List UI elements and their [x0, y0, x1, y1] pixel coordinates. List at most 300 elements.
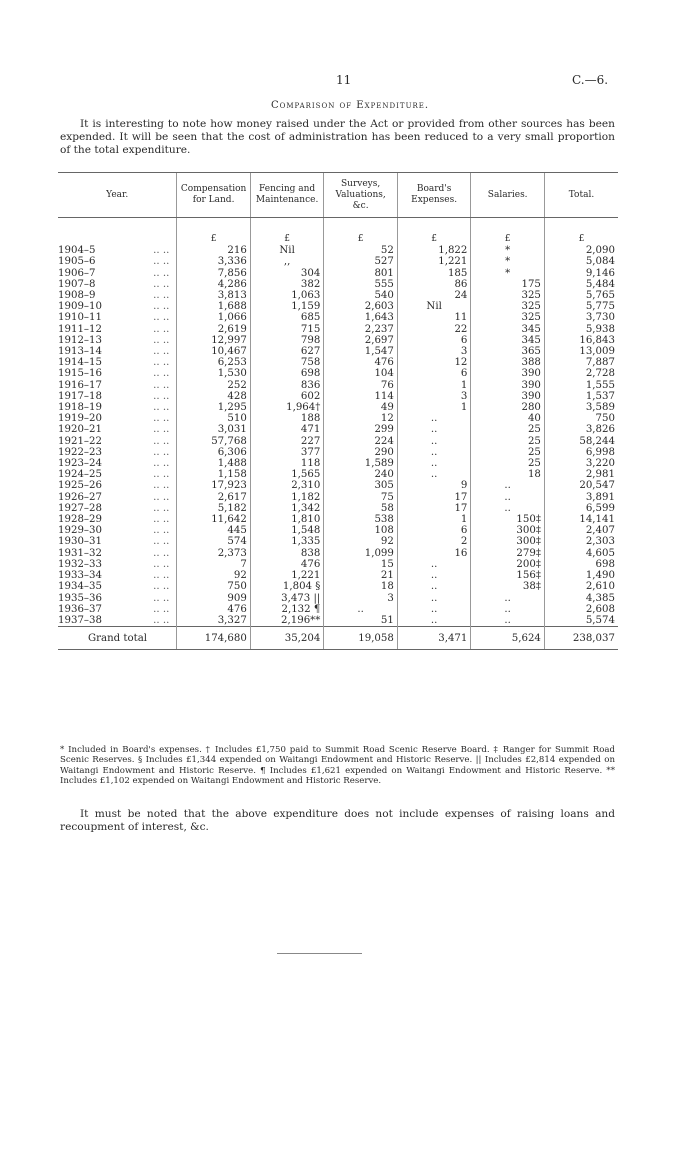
cell-board-expenses: 24: [397, 290, 471, 301]
cell-fencing: 188: [250, 413, 324, 424]
cell-salaries: 150‡: [471, 514, 545, 525]
units-row: [58, 234, 618, 245]
cell-year: [58, 615, 177, 627]
cell-year: [58, 447, 177, 458]
table-row: [58, 402, 618, 413]
year-label: 1920–21: [58, 424, 102, 436]
cell-year: [58, 480, 177, 491]
cell-board-expenses: 2: [397, 536, 471, 547]
dot-leader: .. ..: [153, 614, 170, 626]
cell-surveys: 108: [324, 525, 398, 536]
closing-paragraph: It must be noted that the above expenditure does not include expenses of raising loans and recoupment of interest, &c.: [60, 808, 615, 833]
table-row: [58, 581, 618, 592]
cell-salaries: 388: [471, 357, 545, 368]
cell-surveys: 12: [324, 413, 398, 424]
year-label: 1917–18: [58, 390, 102, 402]
cell-fencing: 1,221: [250, 570, 324, 581]
dot-leader: .. ..: [153, 379, 170, 391]
cell-salaries: 325: [471, 290, 545, 301]
dot-leader: .. ..: [153, 581, 170, 593]
cell-surveys: 49: [324, 402, 398, 413]
table-row: [58, 335, 618, 346]
cell-compensation: 5,182: [177, 503, 251, 514]
cell-year: [58, 391, 177, 402]
cell-board-expenses: ..: [397, 413, 471, 424]
cell-year: [58, 268, 177, 279]
cell-fencing: 627: [250, 346, 324, 357]
header-compensation: Compensation for Land.: [177, 173, 251, 218]
cell-surveys: 2,697: [324, 335, 398, 346]
intro-paragraph: It is interesting to note how money raised under the Act or provided from other sources has been expended. It will be seen that the cost of administration has been reduced to a very small proportion of the total expenditure.: [60, 118, 615, 156]
cell-fencing: 471: [250, 424, 324, 435]
dot-leader: .. ..: [153, 603, 170, 615]
cell-fencing: 1,804 §: [250, 581, 324, 592]
cell-surveys: 476: [324, 357, 398, 368]
year-label: 1931–32: [58, 547, 102, 559]
cell-total: 3,220: [544, 458, 618, 469]
table-row: [58, 312, 618, 323]
cell-salaries: 280: [471, 402, 545, 413]
dot-leader: .. ..: [153, 558, 170, 570]
cell-compensation: 428: [177, 391, 251, 402]
cell-surveys: 305: [324, 480, 398, 491]
cell-salaries: ..: [471, 615, 545, 627]
dot-leader: .. ..: [153, 514, 170, 526]
cell-total: 4,385: [544, 593, 618, 604]
cell-fencing: 304: [250, 268, 324, 279]
cell-surveys: 299: [324, 424, 398, 435]
cell-board-expenses: ..: [397, 447, 471, 458]
cell-compensation: 1,530: [177, 368, 251, 379]
cell-compensation: 2,619: [177, 324, 251, 335]
cell-board-expenses: 1,221: [397, 256, 471, 267]
cell-compensation: 1,066: [177, 312, 251, 323]
cell-fencing: 1,810: [250, 514, 324, 525]
cell-board-expenses: 12: [397, 357, 471, 368]
cell-compensation: 3,031: [177, 424, 251, 435]
year-label: 1929–30: [58, 525, 102, 537]
expenditure-table: [58, 172, 618, 650]
cell-board-expenses: 3: [397, 391, 471, 402]
cell-surveys: 540: [324, 290, 398, 301]
cell-year: [58, 458, 177, 469]
cell-board-expenses: 6: [397, 335, 471, 346]
cell-salaries: 300‡: [471, 536, 545, 547]
cell-total: 7,887: [544, 357, 618, 368]
cell-board-expenses: 16: [397, 548, 471, 559]
cell-board-expenses: ..: [397, 559, 471, 570]
table-row: [58, 593, 618, 604]
year-label: 1910–11: [58, 312, 102, 324]
cell-surveys: 21: [324, 570, 398, 581]
document-reference: C.—6.: [572, 73, 609, 87]
year-label: 1905–6: [58, 256, 96, 268]
cell-year: [58, 245, 177, 256]
dot-leader: .. ..: [153, 368, 170, 380]
cell-salaries: 25: [471, 447, 545, 458]
cell-fencing: 715: [250, 324, 324, 335]
unit-cell: £: [324, 234, 398, 245]
cell-board-expenses: 9: [397, 480, 471, 491]
cell-board-expenses: Nil: [397, 301, 471, 312]
year-label: 1909–10: [58, 301, 102, 313]
year-label: 1921–22: [58, 435, 102, 447]
cell-fencing: 3,473 ||: [250, 593, 324, 604]
cell-fencing: 838: [250, 548, 324, 559]
cell-salaries: 25: [471, 436, 545, 447]
page-number: 11: [336, 73, 352, 87]
cell-compensation: 1,688: [177, 301, 251, 312]
year-label: 1922–23: [58, 446, 102, 458]
header-board-expenses: Board's Expenses.: [397, 173, 471, 218]
cell-board-expenses: 11: [397, 312, 471, 323]
cell-year: [58, 301, 177, 312]
cell-fencing: 698: [250, 368, 324, 379]
cell-year: [58, 279, 177, 290]
table-row: [58, 368, 618, 379]
cell-surveys: 2,603: [324, 301, 398, 312]
cell-surveys: ..: [324, 604, 398, 615]
unit-cell: £: [397, 234, 471, 245]
cell-salaries: ..: [471, 503, 545, 514]
table-row: [58, 503, 618, 514]
cell-total: 3,730: [544, 312, 618, 323]
cell-salaries: ..: [471, 593, 545, 604]
cell-surveys: 527: [324, 256, 398, 267]
table-row: [58, 458, 618, 469]
cell-year: [58, 335, 177, 346]
cell-compensation: 12,997: [177, 335, 251, 346]
total-salaries: 5,624: [471, 627, 545, 650]
cell-surveys: 224: [324, 436, 398, 447]
cell-year: [58, 402, 177, 413]
year-label: 1927–28: [58, 502, 102, 514]
table-row: [58, 357, 618, 368]
total-compensation: 174,680: [177, 627, 251, 650]
end-rule: [277, 953, 362, 954]
cell-board-expenses: ..: [397, 615, 471, 627]
table-row: [58, 279, 618, 290]
cell-surveys: 1,547: [324, 346, 398, 357]
cell-surveys: 104: [324, 368, 398, 379]
dot-leader: .. ..: [153, 458, 170, 470]
cell-salaries: 390: [471, 380, 545, 391]
cell-total: 3,826: [544, 424, 618, 435]
cell-compensation: 4,286: [177, 279, 251, 290]
cell-total: 750: [544, 413, 618, 424]
cell-board-expenses: 1: [397, 514, 471, 525]
cell-compensation: 92: [177, 570, 251, 581]
table-row: [58, 604, 618, 615]
dot-leader: .. ..: [153, 424, 170, 436]
cell-total: 2,981: [544, 469, 618, 480]
section-heading: Comparison of Expenditure.: [270, 100, 430, 111]
cell-compensation: 445: [177, 525, 251, 536]
cell-board-expenses: ..: [397, 458, 471, 469]
dot-leader: .. ..: [153, 278, 170, 290]
table-row: [58, 256, 618, 267]
cell-compensation: 10,467: [177, 346, 251, 357]
header-salaries: Salaries.: [471, 173, 545, 218]
cell-surveys: 801: [324, 268, 398, 279]
cell-fencing: 476: [250, 559, 324, 570]
year-label: 1914–15: [58, 357, 102, 369]
table-row: [58, 480, 618, 491]
dot-leader: .. ..: [153, 334, 170, 346]
dot-leader: .. ..: [153, 435, 170, 447]
cell-salaries: *: [471, 245, 545, 256]
cell-total: 6,998: [544, 447, 618, 458]
cell-board-expenses: 22: [397, 324, 471, 335]
dot-leader: .. ..: [153, 256, 170, 268]
cell-surveys: 15: [324, 559, 398, 570]
cell-salaries: ..: [471, 604, 545, 615]
table-row: [58, 290, 618, 301]
cell-surveys: 51: [324, 615, 398, 627]
unit-cell: £: [250, 234, 324, 245]
cell-salaries: 38‡: [471, 581, 545, 592]
cell-surveys: 18: [324, 581, 398, 592]
cell-board-expenses: 185: [397, 268, 471, 279]
cell-total: 698: [544, 559, 618, 570]
table-row: [58, 514, 618, 525]
year-label: 1935–36: [58, 592, 102, 604]
year-label: 1912–13: [58, 334, 102, 346]
cell-total: 5,938: [544, 324, 618, 335]
cell-fencing: 685: [250, 312, 324, 323]
cell-fencing: 118: [250, 458, 324, 469]
dot-leader: .. ..: [153, 413, 170, 425]
cell-surveys: 114: [324, 391, 398, 402]
cell-compensation: 3,336: [177, 256, 251, 267]
cell-surveys: 555: [324, 279, 398, 290]
cell-compensation: 1,295: [177, 402, 251, 413]
table-row: [58, 436, 618, 447]
cell-fencing: 1,565: [250, 469, 324, 480]
cell-year: [58, 312, 177, 323]
cell-fencing: 2,196**: [250, 615, 324, 627]
cell-total: 6,599: [544, 503, 618, 514]
table-row: [58, 492, 618, 503]
cell-fencing: ,,: [250, 256, 324, 267]
cell-salaries: 25: [471, 424, 545, 435]
cell-surveys: 538: [324, 514, 398, 525]
year-label: 1907–8: [58, 278, 96, 290]
dot-leader: .. ..: [153, 547, 170, 559]
table-row: [58, 268, 618, 279]
cell-board-expenses: 1: [397, 380, 471, 391]
cell-compensation: 510: [177, 413, 251, 424]
table-row: [58, 447, 618, 458]
cell-total: 4,605: [544, 548, 618, 559]
cell-total: 2,728: [544, 368, 618, 379]
cell-year: [58, 548, 177, 559]
table-row: [58, 525, 618, 536]
cell-compensation: 7,856: [177, 268, 251, 279]
cell-board-expenses: ..: [397, 570, 471, 581]
dot-leader: .. ..: [153, 480, 170, 492]
year-label: 1937–38: [58, 614, 102, 626]
cell-board-expenses: 17: [397, 503, 471, 514]
cell-salaries: 18: [471, 469, 545, 480]
year-label: 1925–26: [58, 480, 102, 492]
cell-year: [58, 503, 177, 514]
cell-surveys: 1,589: [324, 458, 398, 469]
dot-leader: .. ..: [153, 301, 170, 313]
cell-salaries: *: [471, 256, 545, 267]
cell-salaries: 325: [471, 312, 545, 323]
total-grand: 238,037: [544, 627, 618, 650]
table-row: [58, 301, 618, 312]
year-label: 1934–35: [58, 581, 102, 593]
table-body: [58, 218, 618, 627]
cell-year: [58, 346, 177, 357]
dot-leader: .. ..: [153, 290, 170, 302]
cell-total: 5,574: [544, 615, 618, 627]
cell-fencing: Nil: [250, 245, 324, 256]
dot-leader: .. ..: [153, 592, 170, 604]
header-year: Year.: [58, 173, 177, 218]
table-row: [58, 536, 618, 547]
table-row: [58, 615, 618, 627]
cell-fencing: 377: [250, 447, 324, 458]
cell-total: 1,555: [544, 380, 618, 391]
table-row: [58, 380, 618, 391]
cell-fencing: 1,548: [250, 525, 324, 536]
cell-board-expenses: 17: [397, 492, 471, 503]
spacer-row: [58, 218, 618, 235]
header-surveys: Surveys, Valuations, &c.: [324, 173, 398, 218]
unit-cell: [58, 234, 177, 245]
footnotes: * Included in Board's expenses. † Includes £1,750 paid to Summit Road Scenic Reserve Board. ‡ Ranger for Summit Road Scenic Reserves. § Includes £1,344 expended on Waitangi Endowment and Historic Reserve. || Includes £2,814 expended on Waitangi Endowment and Historic Reserve. ¶ Includes £1,621 expended on Waitangi Endowment and Historic Reserve. ** Includes £1,102 expended on Waitangi Endowment and Historic Reserve.: [60, 745, 615, 787]
cell-total: 5,484: [544, 279, 618, 290]
cell-year: [58, 469, 177, 480]
cell-salaries: 390: [471, 368, 545, 379]
cell-board-expenses: 1: [397, 402, 471, 413]
table-row: [58, 548, 618, 559]
cell-compensation: 2,373: [177, 548, 251, 559]
table-row: [58, 559, 618, 570]
cell-board-expenses: ..: [397, 593, 471, 604]
total-surveys: 19,058: [324, 627, 398, 650]
cell-board-expenses: ..: [397, 469, 471, 480]
cell-year: [58, 536, 177, 547]
grand-total-row: [58, 627, 618, 650]
cell-year: [58, 368, 177, 379]
dot-leader: .. ..: [153, 525, 170, 537]
table-row: [58, 413, 618, 424]
cell-year: [58, 559, 177, 570]
cell-salaries: ..: [471, 480, 545, 491]
cell-fencing: 1,342: [250, 503, 324, 514]
table-row: [58, 424, 618, 435]
cell-salaries: 325: [471, 301, 545, 312]
cell-compensation: 476: [177, 604, 251, 615]
cell-salaries: 200‡: [471, 559, 545, 570]
cell-fencing: 1,063: [250, 290, 324, 301]
cell-salaries: 345: [471, 335, 545, 346]
cell-fencing: 798: [250, 335, 324, 346]
year-label: 1906–7: [58, 267, 96, 279]
cell-board-expenses: 6: [397, 368, 471, 379]
cell-total: 13,009: [544, 346, 618, 357]
table-row: [58, 346, 618, 357]
cell-year: [58, 581, 177, 592]
dot-leader: .. ..: [153, 446, 170, 458]
year-label: 1916–17: [58, 379, 102, 391]
cell-fencing: 1,964†: [250, 402, 324, 413]
cell-total: 20,547: [544, 480, 618, 491]
cell-fencing: 2,132 ¶: [250, 604, 324, 615]
cell-surveys: 58: [324, 503, 398, 514]
cell-compensation: 1,488: [177, 458, 251, 469]
cell-board-expenses: ..: [397, 436, 471, 447]
cell-year: [58, 324, 177, 335]
cell-salaries: ..: [471, 492, 545, 503]
cell-board-expenses: 86: [397, 279, 471, 290]
cell-compensation: 750: [177, 581, 251, 592]
cell-salaries: *: [471, 268, 545, 279]
table-row: [58, 324, 618, 335]
dot-leader: .. ..: [153, 245, 170, 257]
cell-compensation: 1,158: [177, 469, 251, 480]
cell-year: [58, 424, 177, 435]
cell-fencing: 2,310: [250, 480, 324, 491]
cell-board-expenses: ..: [397, 581, 471, 592]
dot-leader: .. ..: [153, 267, 170, 279]
dot-leader: .. ..: [153, 390, 170, 402]
cell-year: [58, 492, 177, 503]
cell-compensation: 11,642: [177, 514, 251, 525]
header-fencing: Fencing and Maintenance.: [250, 173, 324, 218]
cell-year: [58, 514, 177, 525]
cell-salaries: 175: [471, 279, 545, 290]
expenditure-table-container: [58, 172, 618, 650]
cell-compensation: 6,253: [177, 357, 251, 368]
cell-surveys: 75: [324, 492, 398, 503]
cell-total: 1,490: [544, 570, 618, 581]
unit-cell: £: [471, 234, 545, 245]
cell-year: [58, 380, 177, 391]
table-row: [58, 245, 618, 256]
cell-total: 3,589: [544, 402, 618, 413]
cell-total: 2,608: [544, 604, 618, 615]
total-fencing: 35,204: [250, 627, 324, 650]
header-total: Total.: [544, 173, 618, 218]
cell-total: 9,146: [544, 268, 618, 279]
cell-total: 58,244: [544, 436, 618, 447]
cell-surveys: 290: [324, 447, 398, 458]
year-label: 1924–25: [58, 469, 102, 481]
dot-leader: .. ..: [153, 346, 170, 358]
cell-fencing: 382: [250, 279, 324, 290]
dot-leader: .. ..: [153, 323, 170, 335]
cell-salaries: 25: [471, 458, 545, 469]
cell-fencing: 1,335: [250, 536, 324, 547]
dot-leader: .. ..: [153, 570, 170, 582]
dot-leader: .. ..: [153, 469, 170, 481]
year-label: 1904–5: [58, 245, 96, 257]
table-row: [58, 570, 618, 581]
cell-total: 2,090: [544, 245, 618, 256]
dot-leader: .. ..: [153, 312, 170, 324]
cell-salaries: 390: [471, 391, 545, 402]
cell-surveys: 1,643: [324, 312, 398, 323]
cell-fencing: 227: [250, 436, 324, 447]
cell-compensation: 57,768: [177, 436, 251, 447]
cell-compensation: 2,617: [177, 492, 251, 503]
cell-year: [58, 604, 177, 615]
